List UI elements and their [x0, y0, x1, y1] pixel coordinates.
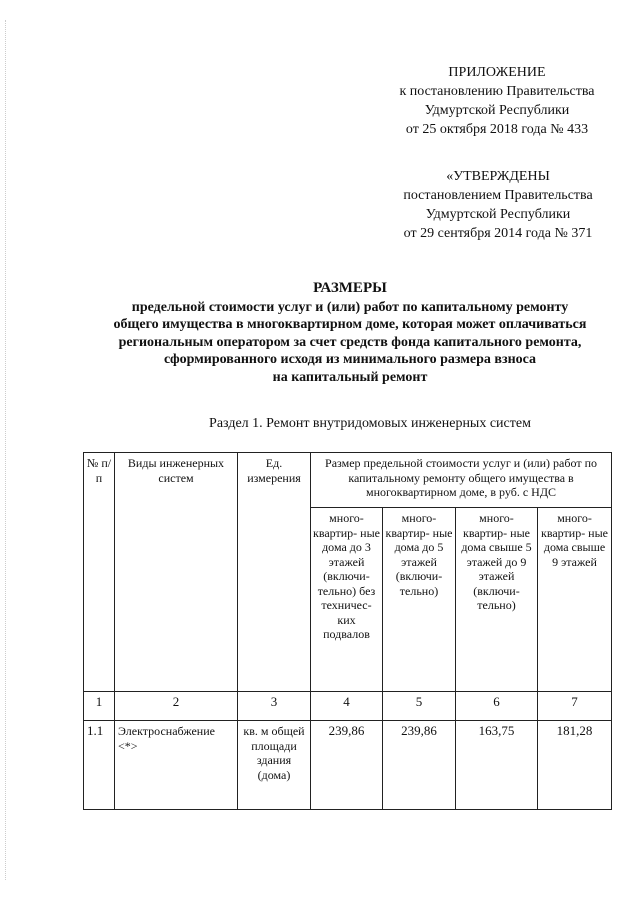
- row-num: 1.1: [84, 721, 115, 810]
- approved-block: [382, 167, 614, 243]
- cost-table: [83, 452, 612, 810]
- appendix-line: Удмуртской Республики: [424, 103, 570, 118]
- column-number: 2: [115, 692, 238, 721]
- subheader-cell: много- квартир- ные дома до 3 этажей (включи- тельно) без техничес- ких подвалов: [311, 508, 383, 692]
- title-line: региональным оператором за счет средств фонда капитального ремонта,: [118, 334, 582, 350]
- header-unit: Ед. измерения: [238, 453, 311, 692]
- appendix-line: от 25 октября 2018 года № 433: [405, 122, 589, 137]
- column-number: 3: [238, 692, 311, 721]
- row-value: 239,86: [311, 721, 383, 810]
- column-number: 5: [383, 692, 456, 721]
- title-line: сформированного исходя из минимального размера взноса: [163, 352, 537, 367]
- approved-line: Удмуртской Республики: [425, 207, 571, 222]
- title-main: РАЗМЕРЫ: [313, 280, 387, 296]
- subheader-cell: много- квартир- ные дома свыше 9 этажей: [538, 508, 612, 692]
- row-value: 181,28: [538, 721, 612, 810]
- document-title: [90, 280, 610, 386]
- approved-line: от 29 сентября 2014 года № 371: [403, 226, 593, 241]
- header-size: Размер предельной стоимости услуг и (или) работ по капитальному ремонту общего имущества в многоквартирном доме, в руб. с НДС: [311, 453, 612, 508]
- section-heading: Раздел 1. Ремонт внутридомовых инженерных систем: [209, 416, 531, 431]
- appendix-line: к постановлению Правительства: [399, 84, 595, 99]
- subheader-cell: много- квартир- ные дома до 5 этажей (включи- тельно): [383, 508, 456, 692]
- title-line: общего имущества в многоквартирном доме, которая может оплачиваться: [113, 317, 587, 332]
- title-line: предельной стоимости услуг и (или) работ по капитальному ремонту: [131, 299, 569, 315]
- column-number: 6: [456, 692, 538, 721]
- table-row: [84, 721, 612, 810]
- row-kind: Электроснабжение <*>: [115, 721, 238, 810]
- header-num: № п/п: [84, 453, 115, 692]
- row-value: 239,86: [383, 721, 456, 810]
- row-value: 163,75: [456, 721, 538, 810]
- scan-edge-artifact: [5, 20, 7, 880]
- column-number: 7: [538, 692, 612, 721]
- header-kind: Виды инженерных систем: [115, 453, 238, 692]
- title-line: на капитальный ремонт: [272, 369, 428, 385]
- row-unit: кв. м общей площади здания (дома): [238, 721, 311, 810]
- column-number: 1: [84, 692, 115, 721]
- subheader-cell: много- квартир- ные дома свыше 5 этажей до 9 этажей (включи- тельно): [456, 508, 538, 692]
- appendix-block: [388, 63, 606, 139]
- approved-heading: «УТВЕРЖДЕНЫ: [446, 169, 550, 184]
- column-number-row: [84, 692, 612, 721]
- appendix-heading: ПРИЛОЖЕНИЕ: [448, 65, 546, 80]
- approved-line: постановлением Правительства: [403, 188, 593, 203]
- column-number: 4: [311, 692, 383, 721]
- table-header-row: [84, 453, 612, 508]
